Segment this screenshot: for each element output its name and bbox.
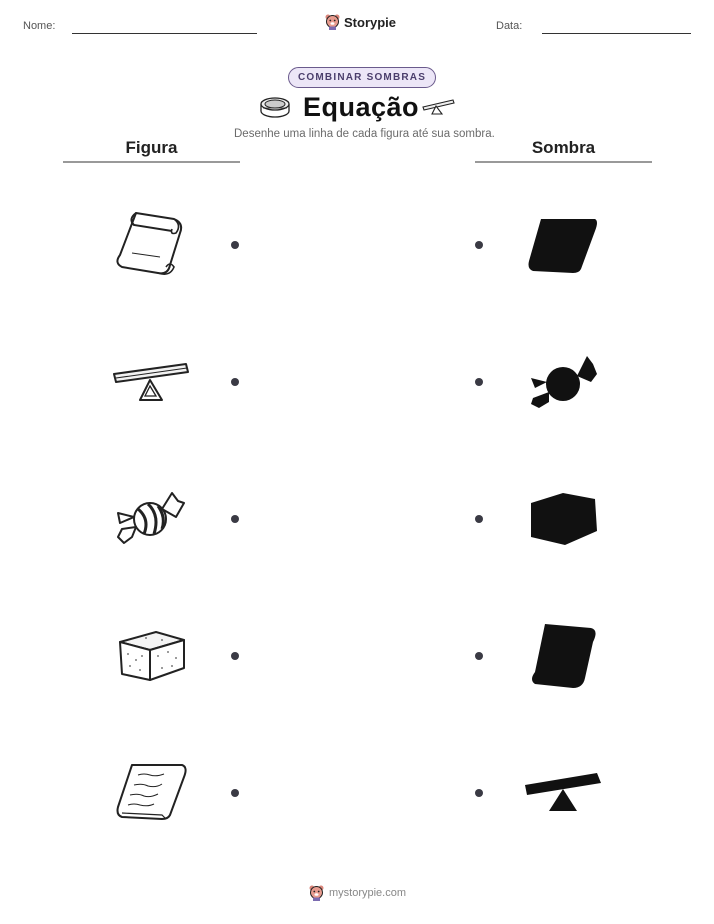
- shadow-connection-dot-3[interactable]: [475, 515, 483, 523]
- bear-footer-icon: [309, 885, 324, 901]
- candy-icon: [110, 479, 190, 559]
- seesaw-shadow-icon: [523, 753, 603, 833]
- date-label: Data:: [496, 20, 523, 32]
- sponge-cake-shadow-icon: [523, 479, 603, 559]
- shadow-connection-dot-5[interactable]: [475, 789, 483, 797]
- candy-shadow-icon: [523, 342, 603, 422]
- instructions: Desenhe uma linha de cada figura até sua sombra.: [234, 128, 495, 140]
- bear-icon: [325, 14, 340, 30]
- column-divider-right: [475, 161, 652, 163]
- category-badge: COMBINAR SOMBRAS: [288, 67, 436, 88]
- sponge-cake-icon: [110, 616, 190, 696]
- brand-logo: [325, 14, 396, 30]
- column-divider-left: [63, 161, 240, 163]
- seesaw-icon: [110, 342, 190, 422]
- seesaw-small-icon: [421, 97, 455, 117]
- tuna-can-icon: [259, 95, 291, 119]
- figure-connection-dot-1[interactable]: [231, 241, 239, 249]
- name-line[interactable]: [72, 33, 257, 34]
- page-title: Equação: [303, 92, 420, 122]
- date-line[interactable]: [542, 33, 691, 34]
- figure-connection-dot-2[interactable]: [231, 378, 239, 386]
- column-header-shadow: Sombra: [531, 138, 596, 157]
- shadow-connection-dot-4[interactable]: [475, 652, 483, 660]
- biscuit-icon: [110, 753, 190, 833]
- shadow-connection-dot-2[interactable]: [475, 378, 483, 386]
- figure-connection-dot-4[interactable]: [231, 652, 239, 660]
- footer-url[interactable]: mystorypie.com: [329, 887, 407, 899]
- scroll-icon: [110, 205, 190, 285]
- scroll-shadow-icon: [523, 616, 603, 696]
- shadow-connection-dot-1[interactable]: [475, 241, 483, 249]
- brand-name: Storypie: [344, 14, 397, 30]
- figure-connection-dot-5[interactable]: [231, 789, 239, 797]
- figure-connection-dot-3[interactable]: [231, 515, 239, 523]
- footer: [309, 885, 406, 901]
- biscuit-shadow-icon: [523, 205, 603, 285]
- name-label: Nome:: [23, 20, 56, 32]
- column-header-figure: Figura: [125, 138, 178, 157]
